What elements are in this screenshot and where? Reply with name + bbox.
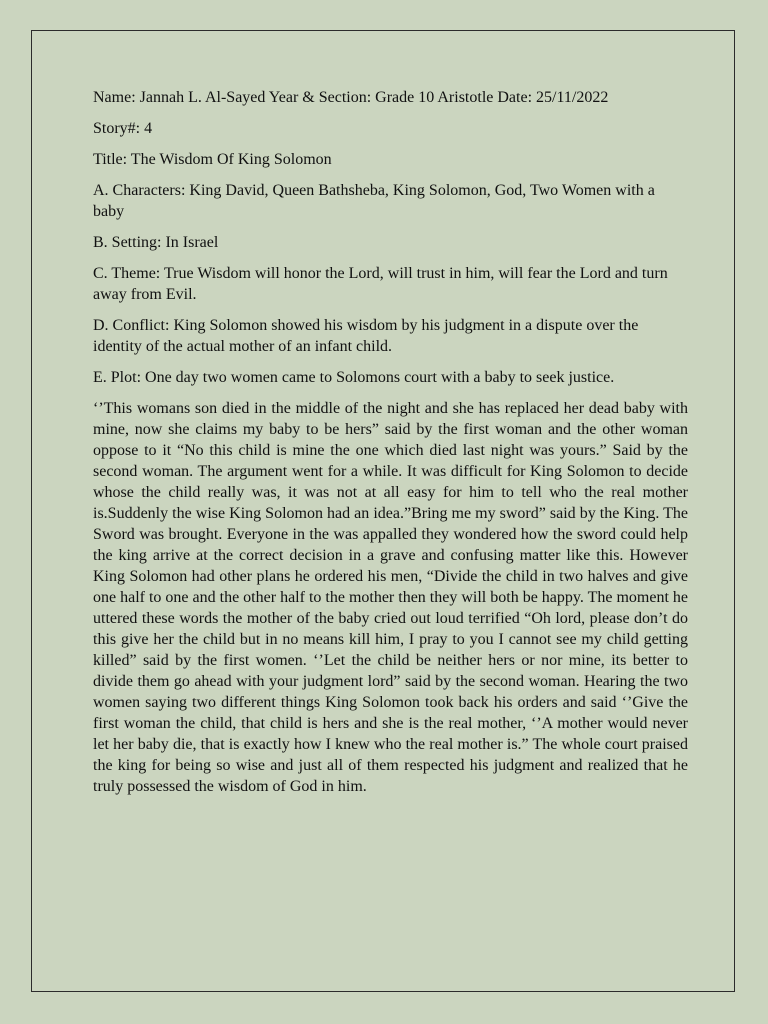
student-info-line: Name: Jannah L. Al-Sayed Year & Section: Grade 10 Aristotle Date: 25/11/2022 (93, 89, 609, 106)
story-number: Story#: 4 (93, 120, 153, 137)
setting-section: B. Setting: In Israel (93, 234, 219, 251)
story-worksheet (93, 87, 688, 797)
characters-section: A. Characters: King David, Queen Bathsheba, King Solomon, God, Two Women with a baby (93, 182, 655, 220)
story-title: Title: The Wisdom Of King Solomon (93, 151, 332, 168)
plot-section: E. Plot: One day two women came to Solomons court with a baby to seek justice. (93, 369, 615, 386)
plot-body-paragraph: ‘’This womans son died in the middle of the night and she has replaced her dead baby with mine, now she claims my baby to be hers” said by the first woman and the other woman oppose to it “No this child is mine the one which died last night was yours.” Said by the second woman. The argument went for a while. It was difficult for King Solomon to decide whose the child really was, it was not at all easy for him to tell who the real mother is.Suddenly the wise King Solomon had an idea.”Bring me my sword” said by the King. The Sword was brought. Everyone in the was appalled they wondered how the sword could help the king arrive at the correct decision in a grave and confusing matter like this. However King Solomon had other plans he ordered his men, “Divide the child in two halves and give one half to one and the other half to the mother then they will both be happy. The moment he uttered these words the mother of the baby cried out loud terrified “Oh lord, please don’t do this give her the child but in no means kill him, I pray to you I cannot see my child getting killed” said by the first women. ‘’Let the child be neither hers or nor mine, its better to divide them go ahead with your judgment lord” said by the second woman. Hearing the two women saying two different things King Solomon took back his orders and said ‘’Give the first woman the child, that child is hers and she is the real mother, ‘’A mother would never let her baby die, that is exactly how I knew who the real mother is.” The whole court praised the king for being so wise and just all of them respected his judgment and realized that he truly possessed the wisdom of God in him. (93, 400, 688, 795)
theme-section: C. Theme: True Wisdom will honor the Lord, will trust in him, will fear the Lord and turn away from Evil. (93, 265, 668, 303)
conflict-section: D. Conflict: King Solomon showed his wisdom by his judgment in a dispute over the identity of the actual mother of an infant child. (93, 317, 639, 355)
